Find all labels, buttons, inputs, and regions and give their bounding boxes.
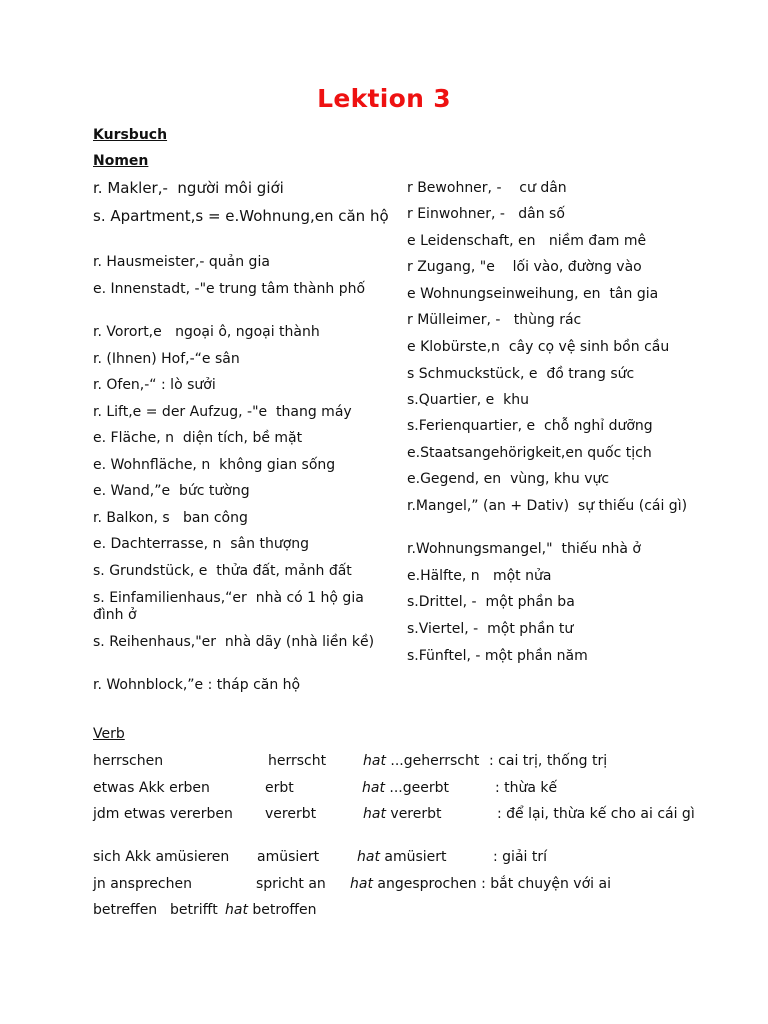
noun-entry: r Einwohner, - dân số <box>407 206 565 222</box>
verb-perfect: ...geherrscht <box>390 753 480 769</box>
noun-entry: e.Staatsangehörigkeit,en quốc tịch <box>407 445 652 461</box>
noun-entry: e Leidenschaft, en niềm đam mê <box>407 233 647 249</box>
section-heading-kursbuch: Kursbuch <box>93 127 168 143</box>
verb-perfect: vererbt <box>390 806 442 822</box>
verb-infinitive: sich Akk amüsieren <box>93 849 230 865</box>
verb-infinitive: etwas Akk erben <box>93 780 210 796</box>
noun-entry: s.Quartier, e khu <box>407 392 529 408</box>
noun-entry: e. Wand,”e bức tường <box>93 483 250 499</box>
verb-present: vererbt <box>265 806 317 822</box>
verb-row <box>93 806 693 846</box>
verb-aux: hat <box>363 806 386 822</box>
noun-entry: s. Grundstück, e thửa đất, mảnh đất <box>93 563 352 579</box>
verb-infinitive: jdm etwas vererben <box>93 806 233 822</box>
verb-row <box>93 902 693 922</box>
noun-entry: s. Reihenhaus,"er nhà dãy (nhà liền kề) <box>93 634 375 650</box>
verb-meaning: : cai trị, thống trị <box>489 753 608 769</box>
noun-entry: e. Wohnfläche, n không gian sống <box>93 457 336 473</box>
verb-perfect: amüsiert <box>384 849 447 865</box>
noun-entry: r.Mangel,” (an + Dativ) sự thiếu (cái gì) <box>407 498 688 514</box>
verb-perfect: betroffen <box>252 902 317 918</box>
verb-present: herrscht <box>268 753 327 769</box>
noun-entry: r. (Ihnen) Hof,-“e sân <box>93 351 240 367</box>
noun-entry: r. Ofen,-“ : lò sưởi <box>93 377 216 393</box>
verb-present: betrifft <box>170 902 218 918</box>
verb-infinitive: betreffen <box>93 902 158 918</box>
verb-present: erbt <box>265 780 294 796</box>
section-heading-verb: Verb <box>93 726 125 742</box>
noun-entry: e.Gegend, en vùng, khu vực <box>407 471 610 487</box>
verb-row <box>93 849 693 869</box>
noun-entry: r Bewohner, - cư dân <box>407 180 567 196</box>
verb-aux: hat <box>350 876 373 892</box>
noun-entry: e. Dachterrasse, n sân thượng <box>93 536 310 552</box>
verb-perfect: angesprochen <box>377 876 477 892</box>
verb-perfect: ...geerbt <box>389 780 450 796</box>
noun-entry: e Klobürste,n cây cọ vệ sinh bồn cầu <box>407 339 670 355</box>
noun-entry: e. Innenstadt, -"e trung tâm thành phố <box>93 281 366 297</box>
noun-entry: r. Balkon, s ban công <box>93 510 248 526</box>
noun-entry: r. Hausmeister,- quản gia <box>93 254 270 270</box>
verb-aux: hat <box>363 753 386 769</box>
verb-meaning: : để lại, thừa kế cho ai cái gì <box>497 806 695 822</box>
noun-entry: r. Wohnblock,”e : tháp căn hộ <box>93 677 301 693</box>
verb-aux: hat <box>357 849 380 865</box>
page-title: Lektion 3 <box>317 84 451 113</box>
verb-meaning: : giải trí <box>493 849 547 865</box>
noun-entry: r. Lift,e = der Aufzug, -"e thang máy <box>93 404 352 420</box>
verb-aux: hat <box>362 780 385 796</box>
noun-entry: r Mülleimer, - thùng rác <box>407 312 582 328</box>
verb-present: spricht an <box>256 876 326 892</box>
noun-entry: e.Hälfte, n một nửa <box>407 568 552 584</box>
verb-meaning: : thừa kế <box>495 780 558 796</box>
noun-entry: e Wohnungseinweihung, en tân gia <box>407 286 659 302</box>
noun-entry: s.Fünftel, - một phần năm <box>407 648 588 664</box>
verb-row <box>93 876 693 896</box>
verb-present: amüsiert <box>257 849 320 865</box>
verb-infinitive: jn ansprechen <box>93 876 192 892</box>
noun-entry: r Zugang, "e lối vào, đường vào <box>407 259 642 275</box>
noun-entry: r. Vorort,e ngoại ô, ngoại thành <box>93 324 320 340</box>
verb-aux: hat <box>225 902 248 918</box>
noun-entry: r.Wohnungsmangel," thiếu nhà ở <box>407 541 641 557</box>
noun-entry: r. Makler,- người môi giới <box>93 179 284 197</box>
noun-entry: s.Ferienquartier, e chỗ nghỉ dưỡng <box>407 418 653 434</box>
noun-entry: s Schmuckstück, e đồ trang sức <box>407 366 635 382</box>
section-heading-nomen: Nomen <box>93 153 149 169</box>
noun-entry: s.Drittel, - một phần ba <box>407 594 575 610</box>
verb-row <box>93 753 693 773</box>
noun-entry: s. Einfamilienhaus,“er nhà có 1 hộ gia đình ở <box>93 590 418 623</box>
noun-entry: e. Fläche, n diện tích, bề mặt <box>93 430 303 446</box>
noun-entry: s.Viertel, - một phần tư <box>407 621 574 637</box>
verb-meaning: : bắt chuyện với ai <box>481 876 611 892</box>
noun-entry: s. Apartment,s = e.Wohnung,en căn hộ <box>93 207 389 225</box>
verb-row <box>93 780 693 800</box>
verb-infinitive: herrschen <box>93 753 164 769</box>
